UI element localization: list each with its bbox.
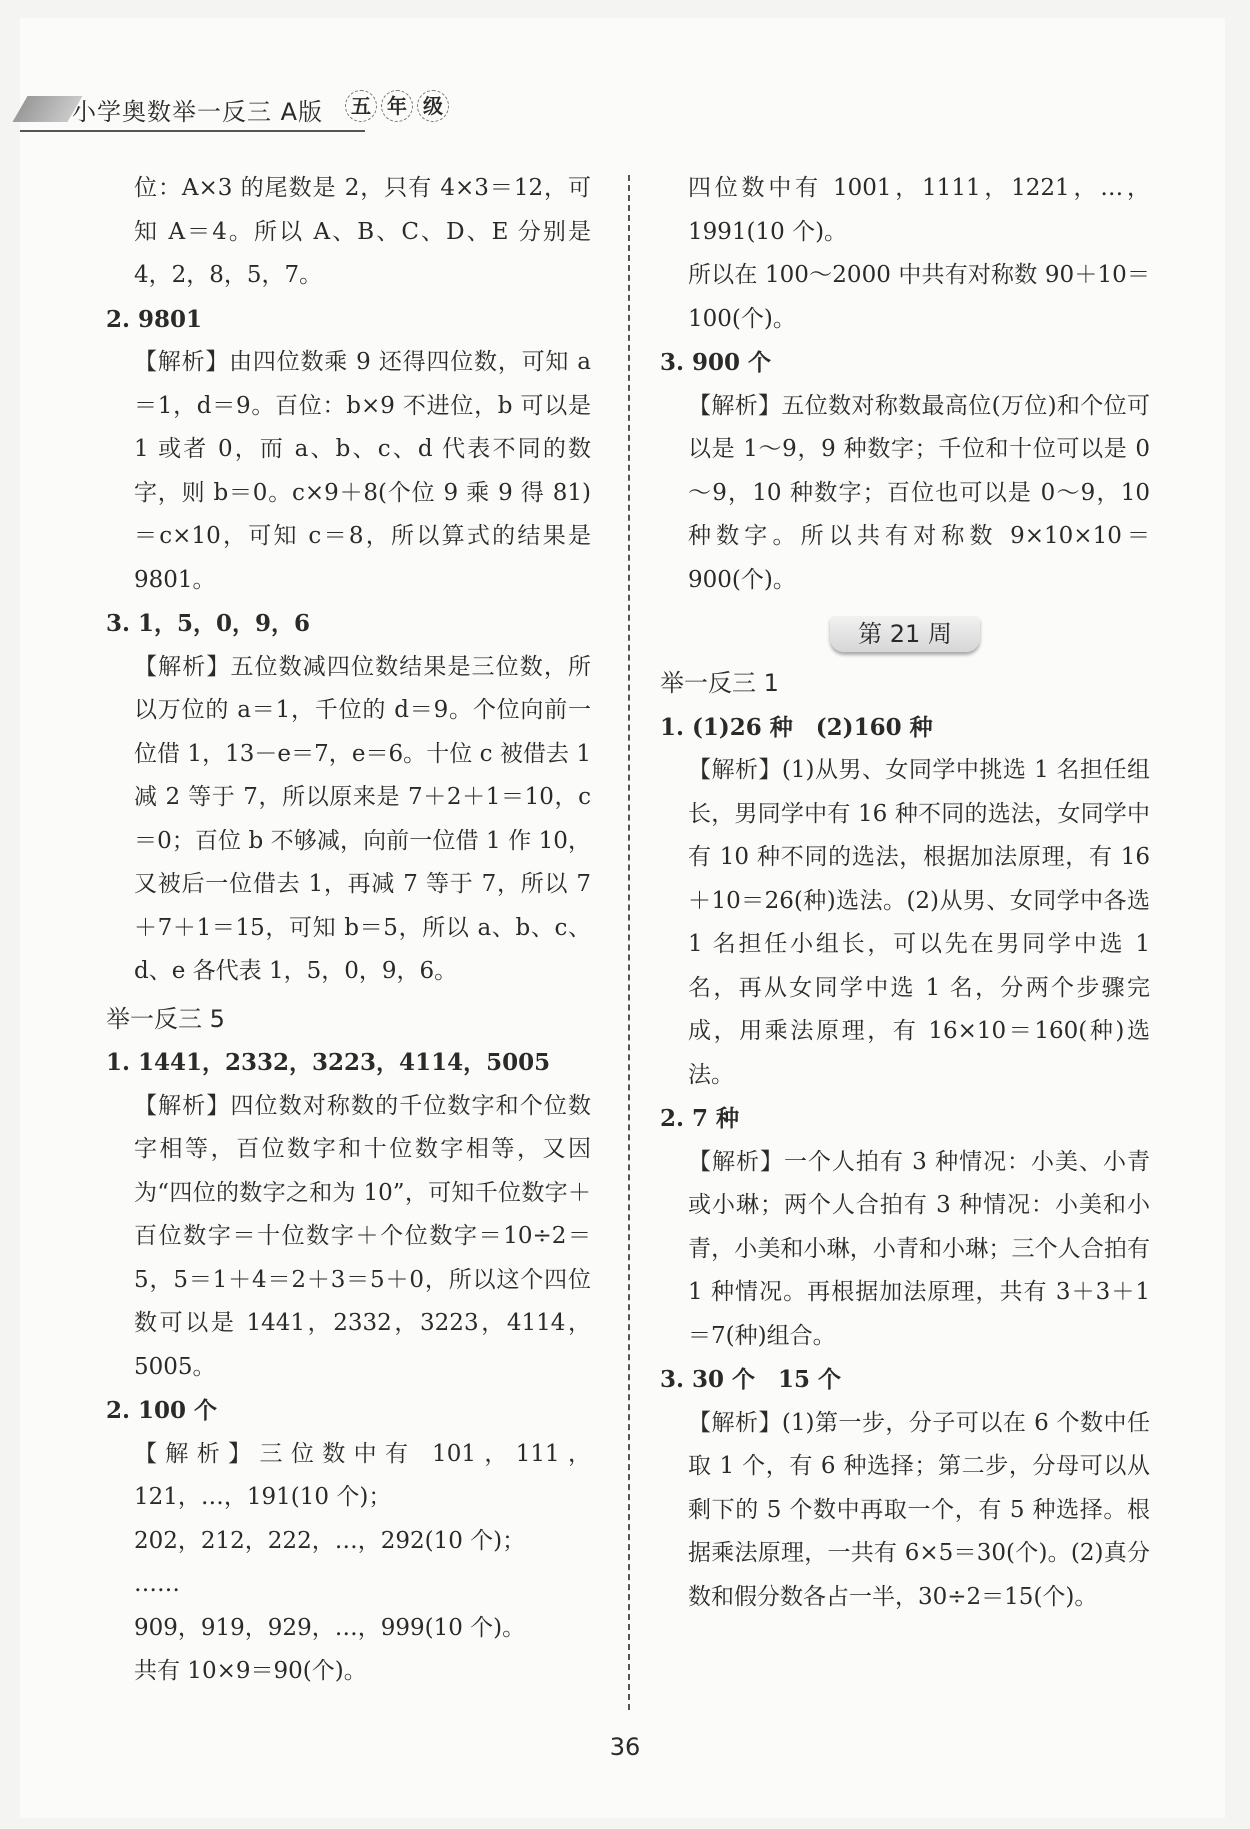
answer-heading: 3. 30 个 15 个 bbox=[660, 1366, 842, 1393]
answer-heading: 2. 7 种 bbox=[660, 1105, 740, 1132]
answer-text: 四位数中有 1001，1111，1221，…，1991(10 个)。 bbox=[688, 175, 1150, 245]
answer-heading: 1. (1)26 种 (2)160 种 bbox=[660, 713, 933, 741]
answer-text: …… bbox=[134, 1571, 180, 1597]
grade-char: 级 bbox=[417, 90, 449, 122]
grade-label bbox=[345, 90, 449, 122]
right-column bbox=[660, 167, 1150, 1619]
book-title: 小学奥数举一反三 A版 bbox=[72, 98, 324, 126]
answer-text: 909，919，929，…，999(10 个)。 bbox=[134, 1614, 526, 1641]
section-heading: 举一反三 5 bbox=[106, 1004, 225, 1033]
answer-heading: 3. 1，5，0，9，6 bbox=[106, 610, 311, 637]
page-number: 36 bbox=[609, 1733, 641, 1761]
answer-text: 【解析】一个人拍有 3 种情况：小美、小青或小琳；两个人合拍有 3 种情况：小美和小青，小美和小琳，小青和小琳；三个人合拍有 1 种情况。再根据加法原理，共有 3＋3＋1＝7(种)组合。 bbox=[688, 1148, 1150, 1349]
answer-text: 共有 10×9＝90(个)。 bbox=[134, 1658, 367, 1684]
grade-char: 五 bbox=[345, 90, 377, 122]
answer-text: 【解析】(1)从男、女同学中挑选 1 名担任组长，男同学中有 16 种不同的选法，女同学中有 10 种不同的选法，根据加法原理，有 16＋10＝26(种)选法。(2)从男、女同学中各选 1 名担任小组长，可以先在男同学中选 1 名，再从女同学中选 1 名，分两个步骤完成，用乘法原理，有 16×10＝160(种)选法。 bbox=[688, 757, 1150, 1088]
answer-text: 【解析】(1)第一步，分子可以在 6 个数中任取 1 个，有 6 种选择；第二步，分母可以从剩下的 5 个数中再取一个，有 5 种选择。根据乘法原理，一共有 6×5＝30(个)。(2)真分数和假分数各占一半，30÷2＝15(个)。 bbox=[688, 1409, 1150, 1610]
left-column bbox=[106, 167, 591, 1694]
page-header bbox=[20, 96, 580, 136]
grade-char: 年 bbox=[381, 90, 413, 122]
answer-text: 【解析】四位数对称数的千位数字和个位数字相等，百位数字和十位数字相等，又因为“四位的数字之和为 10”，可知千位数字＋百位数字＝十位数字＋个位数字＝10÷2＝5，5＝1＋4＝2＋3＝5＋0，所以这个四位数可以是 1441，2332，3223，4114，5005。 bbox=[134, 1092, 591, 1380]
answer-heading: 1. 1441，2332，3223，4114，5005 bbox=[106, 1049, 551, 1076]
answer-heading: 2. 100 个 bbox=[106, 1397, 218, 1424]
answer-heading: 3. 900 个 bbox=[660, 349, 772, 376]
header-rule bbox=[20, 130, 365, 132]
answer-text: 【解析】五位数对称数最高位(万位)和个位可以是 1～9，9 种数字；千位和十位可以是 0～9，10 种数字；百位也可以是 0～9，10 种数字。所以共有对称数 9×10×10＝900(个)。 bbox=[688, 392, 1150, 593]
answer-heading: 2. 9801 bbox=[106, 305, 203, 333]
column-divider bbox=[628, 175, 630, 1710]
section-heading: 举一反三 1 bbox=[660, 669, 779, 697]
answer-text: 【解析】五位数减四位数结果是三位数，所以万位的 a＝1，千位的 d＝9。个位向前一位借 1，13－e＝7，e＝6。十位 c 被借去 1 减 2 等于 7，所以原来是 7＋2＋1＝10，c＝0；百位 b 不够减，向前一位借 1 作 10，又被后一位借去 1，再减 7 等于 7，所以 7＋7＋1＝15，可知 b＝5，所以 a、b、c、d、e 各代表 1，5，0，9，6。 bbox=[134, 653, 591, 984]
answer-text: 位：A×3 的尾数是 2，只有 4×3＝12，可知 A＝4。所以 A、B、C、D、E 分别是 4，2，8，5，7。 bbox=[134, 175, 591, 288]
week-title: 第 21 周 bbox=[830, 616, 980, 652]
answer-text: 【解析】三位数中有 101，111，121，…，191(10 个)； bbox=[134, 1440, 591, 1510]
answer-text: 所以在 100～2000 中共有对称数 90＋10＝100(个)。 bbox=[688, 262, 1150, 332]
answer-text: 202，212，222，…，292(10 个)； bbox=[134, 1527, 526, 1554]
answer-text: 【解析】由四位数乘 9 还得四位数，可知 a＝1，d＝9。百位：b×9 不进位，b 可以是 1 或者 0，而 a、b、c、d 代表不同的数字，则 b＝0。c×9＋8(个位 9 乘 9 得 81)＝c×10，可知 c＝8，所以算式的结果是 9801。 bbox=[134, 349, 591, 593]
